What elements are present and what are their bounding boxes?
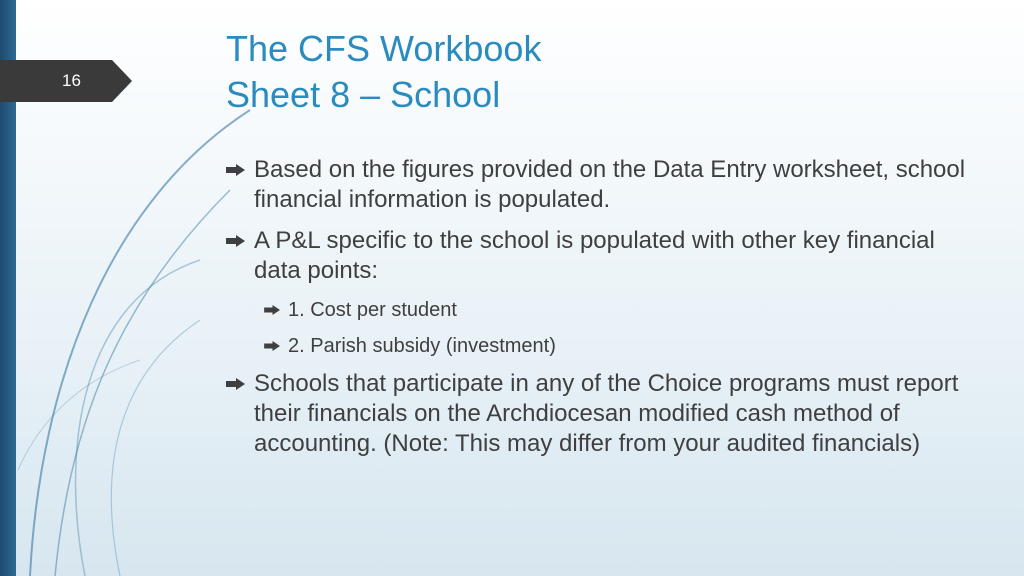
arrow-bullet-icon	[264, 297, 288, 323]
bullet-item	[226, 226, 986, 286]
arrow-bullet-icon	[264, 333, 288, 359]
slide-title-line-1: The CFS Workbook	[226, 28, 542, 69]
sub-bullet-item	[264, 333, 986, 359]
sub-bullet-text: 1. Cost per student	[288, 299, 457, 321]
slide-title	[226, 26, 541, 118]
bullet-item	[226, 155, 986, 215]
slide-number: 16	[62, 71, 81, 90]
sub-bullet-item	[264, 297, 986, 323]
bullet-text: Based on the figures provided on the Data Entry worksheet, school financial information is populated.	[254, 156, 966, 213]
arrow-bullet-icon	[226, 369, 254, 399]
bullet-list	[226, 155, 986, 470]
arrow-bullet-icon	[226, 226, 254, 256]
arrow-bullet-icon	[226, 155, 254, 185]
sub-bullet-text: 2. Parish subsidy (investment)	[288, 335, 556, 357]
bullet-item	[226, 369, 986, 459]
bullet-text: Schools that participate in any of the Choice programs must report their financials on the Archdiocesan modified cash method of accounting. (Note: This may differ from your audited financials)	[254, 370, 959, 457]
bullet-text: A P&L specific to the school is populated with other key financial data points:	[254, 227, 935, 284]
slide-title-line-2: Sheet 8 – School	[226, 74, 501, 115]
